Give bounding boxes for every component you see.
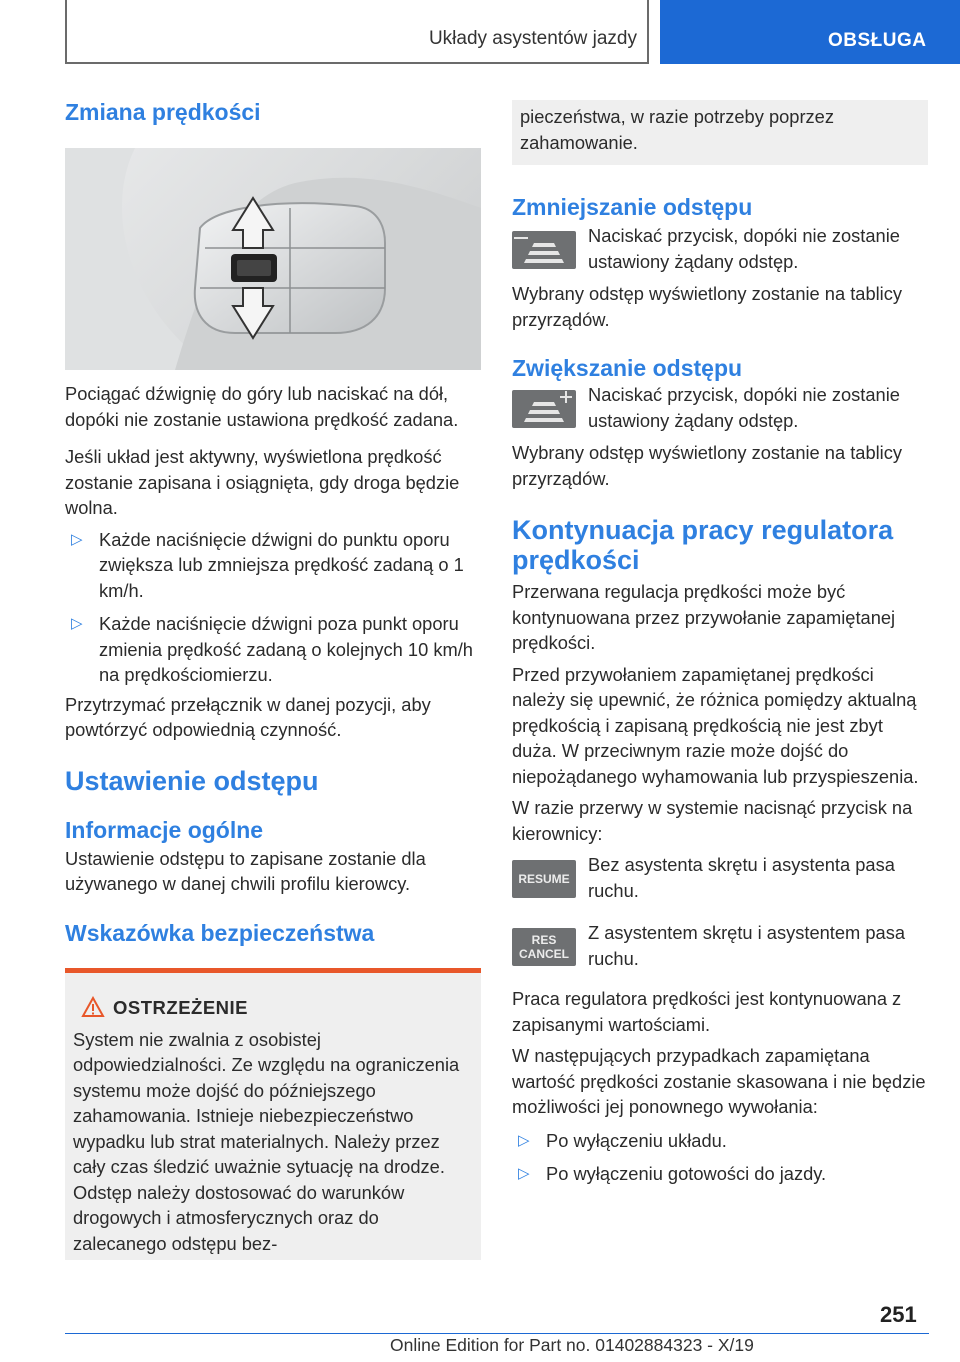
resume-button-image: RESUME	[512, 860, 576, 898]
paragraph-decrease-display: Wybrany odstęp wyświetlony zostanie na tablicy przyrządów.	[512, 283, 903, 330]
left-column	[65, 98, 481, 1260]
paragraph-increase-display: Wybrany odstęp wyświetlony zostanie na tablicy przyrządów.	[512, 442, 903, 489]
res-cancel-button-text: Z asystentem skrętu i asystentem pasa ruchu.	[588, 922, 906, 969]
paragraph-resume-1: Przerwana regulacja prędkości może być kontynuowana przez przywołanie zapamiętanej prędkości.	[512, 581, 896, 653]
paragraph-hold-switch: Przytrzymać przełącznik w danej pozycji, aby powtórzyć odpowiednią czynność.	[65, 693, 431, 740]
decrease-distance-row	[512, 223, 928, 275]
section-title: Układy asystentów jazdy	[428, 28, 637, 49]
page-number: 251	[880, 1302, 917, 1327]
triangle-bullet-icon: ▷	[518, 1131, 530, 1149]
footer-edition: Online Edition for Part no. 01402884323 - X/19	[390, 1335, 754, 1355]
steering-wheel-lever-illustration	[65, 148, 481, 370]
heading-safety-note: Wskazówka bezpieczeństwa	[65, 919, 375, 946]
heading-resume-cruise: Kontynuacja pracy regulatora prędkości	[512, 515, 894, 575]
decrease-distance-button-image	[512, 231, 576, 269]
list-item: ▷ Każde naciśnięcie dźwigni do punktu oporu zwiększa lub zmniejsza prędkość zadaną o 1 km/h.	[71, 528, 464, 601]
right-column	[512, 100, 928, 1187]
footer-divider	[65, 1333, 929, 1334]
heading-general-info: Informacje ogólne	[65, 816, 264, 843]
increase-distance-row	[512, 382, 928, 434]
res-cancel-button-row	[512, 920, 928, 972]
heading-decrease-distance: Zmniejszanie odstępu	[512, 194, 753, 220]
paragraph-active-system: Jeśli układ jest aktywny, wyświetlona prędkość zostanie zapisana i osiągnięta, gdy droga będzie wolna.	[65, 446, 460, 518]
triangle-bullet-icon: ▷	[71, 530, 83, 548]
list-item: ▷ Po wyłączeniu gotowości do jazdy.	[512, 1161, 928, 1187]
speed-step-list	[65, 527, 481, 688]
reset-conditions-list	[512, 1128, 928, 1187]
warning-title: OSTRZEŻENIE	[73, 995, 473, 1021]
heading-increase-distance: Zwiększanie odstępu	[512, 355, 743, 381]
warning-continuation-box	[512, 100, 928, 165]
steering-wheel-lever-image	[65, 148, 481, 370]
resume-button-row	[512, 852, 928, 904]
triangle-bullet-icon: ▷	[71, 615, 83, 632]
paragraph-resume-4: Praca regulatora prędkości jest kontynuowana z zapisanymi wartościami.	[512, 988, 902, 1035]
increase-distance-text: Naciskać przycisk, dopóki nie zostanie ustawiony żądany odstęp.	[588, 384, 900, 431]
paragraph-general-info: Ustawienie odstępu to zapisane zostanie dla używanego w danej chwili profilu kierowcy.	[65, 847, 426, 894]
chapter-tab-label: OBSŁUGA	[828, 30, 927, 51]
distance-plus-icon	[512, 390, 576, 428]
warning-continuation-text: pieczeństwa, w razie potrzeby poprzez zahamowanie.	[520, 106, 834, 153]
warning-box	[65, 968, 481, 1261]
warning-text: System nie zwalnia z osobistej odpowiedzialności. Ze względu na ograniczenia systemu może dojść do późniejszego zahamowania. Istnieje niebezpieczeństwo wypadku lub strat materialnych. Należy przez cały czas śledzić uważnie sytuację na drodze. Odstęp należy dostosować do warunków drogowych i atmosferycznych oraz do zalecanego odstępu bez-	[73, 1028, 460, 1254]
heading-speed-change: Zmiana prędkości	[65, 99, 261, 125]
decrease-distance-text: Naciskać przycisk, dopóki nie zostanie ustawiony żądany odstęp.	[588, 225, 900, 272]
paragraph-resume-5: W następujących przypadkach zapamiętana wartość prędkości zostanie skasowana i nie będzie możliwości jej ponownego wywołania:	[512, 1045, 926, 1117]
chapter-tab	[660, 0, 960, 64]
paragraph-resume-3: W razie przerwy w systemie nacisnąć przycisk na kierownicy:	[512, 797, 913, 844]
increase-distance-button-image	[512, 390, 576, 428]
res-cancel-button-image: RES CANCEL	[512, 928, 576, 966]
paragraph-pull-lever: Pociągać dźwignię do góry lub naciskać na dół, dopóki nie zostanie ustawiona prędkość zadana.	[65, 383, 459, 430]
list-item: ▷ Po wyłączeniu układu.	[512, 1128, 928, 1154]
distance-minus-icon	[512, 231, 576, 269]
warning-triangle-icon	[81, 996, 105, 1025]
triangle-bullet-icon: ▷	[518, 1165, 530, 1182]
list-item: ▷ Każde naciśnięcie dźwigni poza punkt oporu zmienia prędkość zadaną o kolejnych 10 km/h na prędkościomierzu.	[71, 613, 473, 685]
heading-distance-setting: Ustawienie odstępu	[65, 765, 319, 796]
resume-button-text: Bez asystenta skrętu i asystenta pasa ruchu.	[588, 854, 895, 901]
paragraph-resume-2: Przed przywołaniem zapamiętanej prędkości należy się upewnić, że różnica pomiędzy aktualną prędkością i zapisaną prędkością nie jest zbyt duża. W przeciwnym razie może dojść do niepożądanego wyhamowania lub przyspieszenia.	[512, 663, 919, 787]
